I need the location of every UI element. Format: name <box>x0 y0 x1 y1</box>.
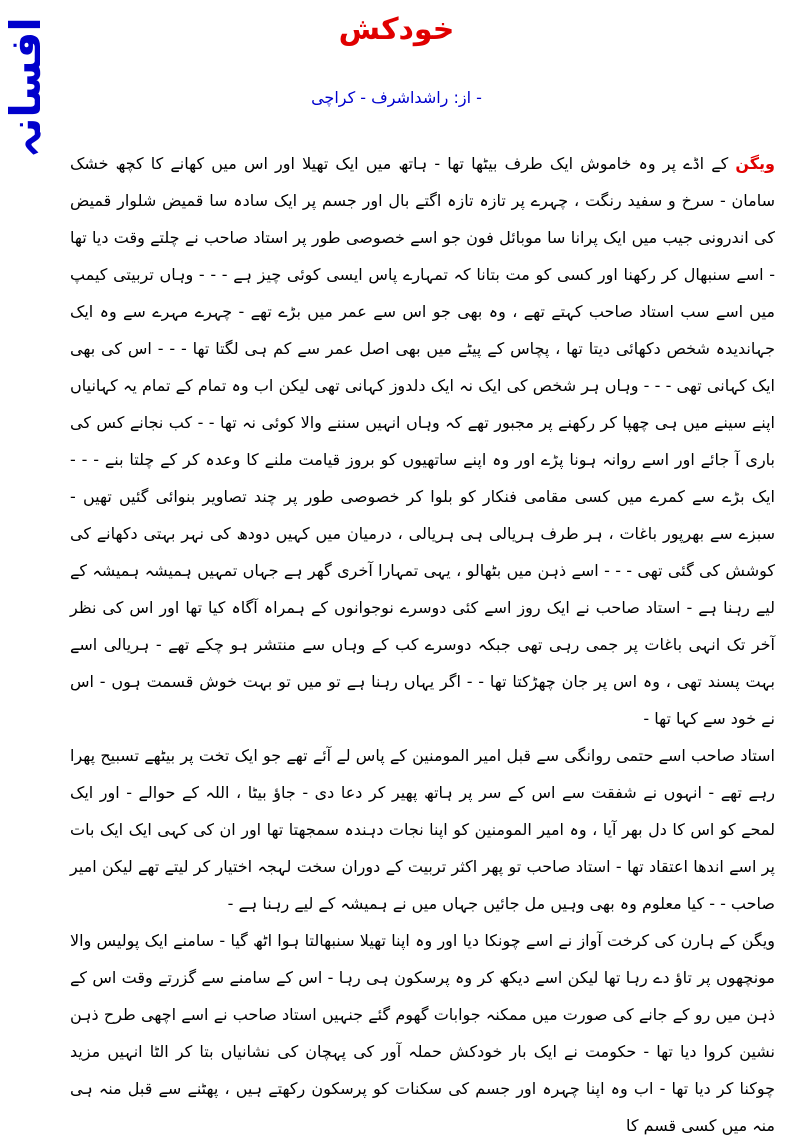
story-body <box>70 145 775 1144</box>
paragraph-text: استاد صاحب اسے حتمی روانگی سے قبل امیر المومنین کے پاس لے آئے تھے جو ایک تخت پر بیٹھے تسبیح پھرا رہے تھے - انہوں نے شفقت سے اس کے سر پر ہاتھ پھیر کر دعا دی - جاؤ بیٹا ، اللہ کے حوالے - اور ایک لمحے کو اس کا دل بھر آیا ، وہ امیر المومنین کو اپنا نجات دہندہ سمجھتا تھا اور ان کی کہی ایک ایک بات پر اسے اندھا اعتقاد تھا - استاد صاحب تو پھر اکثر تربیت کے دوران سخت لہجہ اختیار کر لیتے تھے لیکن امیر صاحب - - کیا معلوم وہ بھی وہیں مل جائیں جہاں میں نے ہمیشہ کے لیے رہنا ہے - <box>70 746 775 913</box>
story-title: خودکش <box>338 12 455 47</box>
author-byline: از: راشداشرف - کراچی - <box>311 88 482 107</box>
paragraph-3 <box>70 922 775 1144</box>
paragraph-1 <box>70 145 775 737</box>
paragraph-text: کے اڈے پر وہ خاموش ایک طرف بیٹھا تھا - ہاتھ میں ایک تھیلا اور اس میں کھانے کا کچھ خشک سامان - سرخ و سفید رنگت ، چہرے پر تازہ تازہ اگتے بال اور جسم پر ایک سادہ سا قمیض شلوار قمیض کی اندرونی جیب میں ایک پرانا سا موبائل فون جو اسے خصوصی طور پر استاد صاحب نے چلتے وقت دیا تھا - اسے سنبھال کر رکھنا اور کسی کو مت بتانا کہ تمہارے پاس ایسی کوئی چیز ہے - - - وہاں تربیتی کیمپ میں اسے سب استاد صاحب کہتے تھے ، وہ بھی جو اس سے عمر میں بڑے تھے - چہرے مہرے سے وہ ایک جہاندیدہ شخص دکھائی دیتا تھا ، پچاس کے پیٹے میں بھی اصل عمر سے کم ہی لگتا تھا - - - اس کی بھی ایک کہانی تھی - - - وہاں ہر شخص کی ایک نہ ایک دلدوز کہانی تھی لیکن اب وہ تمام کے تمام یہ کہانیاں اپنے سینے میں ہی چھپا کر رکھنے پر مجبور تھے کہ وہاں انہیں سننے والا کوئی نہ تھا - - کب نجانے کس کی باری آ جائے اور اسے روانہ ہونا پڑے اور وہ اپنے ساتھیوں کو بروز قیامت ملنے کا وعدہ کر کے چلتا بنے - - - ایک بڑے سے کمرے میں کسی مقامی فنکار کو بلوا کر خصوصی طور پر چند تصاویر بنوائی گئیں تھیں - سبزے سے بھرپور باغات ، ہر طرف ہریالی ہی ہریالی ، درمیان میں کہیں دودھ کی نہر بہتی دکھانے کی کوشش کی گئی تھی - - - اسے ذہن میں بٹھالو ، یہی تمہارا آخری گھر ہے جہاں تمہیں ہمیشہ ہمیشہ کے لیے رہنا ہے - استاد صاحب نے ایک روز اسے کئی دوسرے نوجوانوں کے ہمراہ آگاہ کیا تھا اور اس کی نظر آخر تک انہی باغات پر جمی رہی تھی جبکہ دوسرے کب کے وہاں سے منتشر ہو چکے تھے - ہریالی اسے بہت پسند تھی ، وہ اس پر جان چھڑکتا تھا - - اگر یہاں رہنا ہے تو میں تو بہت خوش قسمت ہوں - اس نے خود سے کہا تھا - <box>70 154 775 728</box>
paragraph-lead-word: ویگن <box>735 154 775 173</box>
section-label: افسانہ <box>1 17 50 158</box>
paragraph-text: ویگن کے ہارن کی کرخت آواز نے اسے چونکا دیا اور وہ اپنا تھیلا سنبھالتا ہوا اٹھ گیا - سامنے ایک پولیس والا مونچھوں پر تاؤ دے رہا تھا لیکن اسے دیکھ کر وہ پرسکون ہی رہا - اس کے سامنے سے گزرتے وقت اس کے ذہن میں رو کے جانے کی صورت میں ممکنہ جوابات گھوم گئے جنہیں استاد صاحب نے اسے اچھی طرح ذہن نشین کروا دیا تھا - حکومت نے ایک بار خودکش حملہ آور کی پہچان کی نشانیاں بتا کر الٹا انہیں مزید چوکنا کر دیا تھا - اب وہ اپنا چہرہ اور جسم کی سکنات کو پرسکون رکھتے ہیں ، پھٹنے سے قبل منہ ہی منہ میں کسی قسم کا <box>70 931 775 1135</box>
paragraph-2 <box>70 737 775 922</box>
